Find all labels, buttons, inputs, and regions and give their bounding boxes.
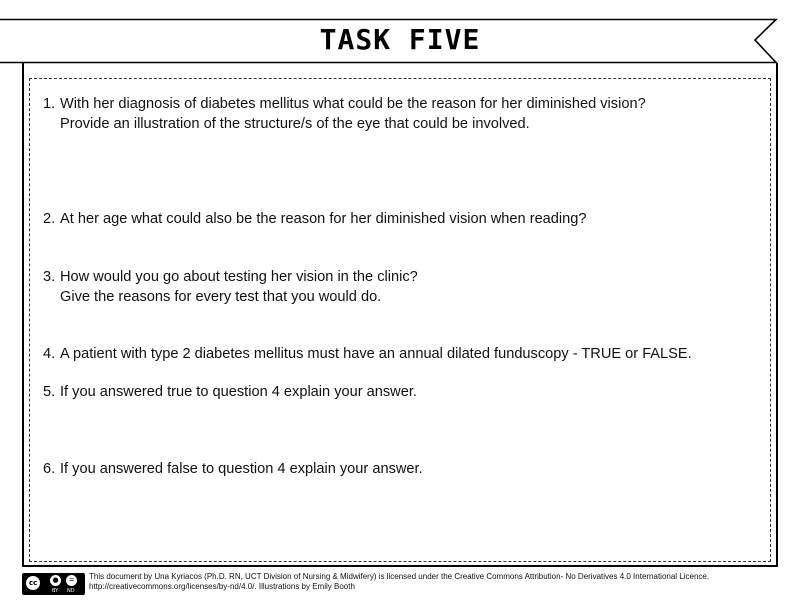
creative-commons-badge — [22, 573, 85, 595]
nd-label: ND — [67, 588, 75, 594]
license-line-1: This document by Una Kyriacos (Ph.D. RN, UCT Division of Nursing & Midwifery) is licensed under the Creative Commons Attribution- No Derivatives 4.0 International Licence. — [89, 572, 710, 581]
no-derivatives-equals-icon: = — [66, 575, 77, 586]
question-number: 4. — [43, 346, 56, 362]
question-text-continued: Provide an illustration of the structure/s of the eye that could be involved. — [60, 116, 530, 132]
cc-icon: cc — [26, 576, 40, 590]
question-3 — [43, 267, 418, 307]
answer-area-border — [29, 78, 771, 562]
question-number: 3. — [43, 269, 56, 285]
question-number: 1. — [43, 96, 56, 112]
question-1 — [43, 94, 646, 134]
license-line-2: http://creativecommons.org/licenses/by-nd/4.0/. Illustrations by Emily Booth — [89, 582, 355, 591]
question-text: If you answered true to question 4 explain your answer. — [60, 384, 417, 400]
page-title: TASK FIVE — [319, 23, 481, 56]
question-5 — [43, 382, 417, 402]
question-number: 5. — [43, 384, 56, 400]
question-text: At her age what could also be the reason for her diminished vision when reading? — [60, 211, 587, 227]
question-number: 2. — [43, 211, 56, 227]
question-number: 6. — [43, 461, 56, 477]
question-6 — [43, 459, 423, 479]
question-text: With her diagnosis of diabetes mellitus what could be the reason for her diminished vision? — [60, 96, 646, 112]
question-text: How would you go about testing her vision in the clinic? — [60, 269, 418, 285]
question-text-continued: Give the reasons for every test that you would do. — [60, 289, 382, 305]
question-text: A patient with type 2 diabetes mellitus must have an annual dilated funduscopy - TRUE or FALSE. — [60, 346, 692, 362]
by-label: BY — [52, 588, 59, 594]
question-4 — [43, 344, 692, 364]
license-footer — [22, 571, 782, 595]
question-text: If you answered false to question 4 explain your answer. — [60, 461, 423, 477]
attribution-person-icon: ● — [50, 575, 61, 586]
question-2 — [43, 209, 587, 229]
license-text — [89, 572, 709, 592]
